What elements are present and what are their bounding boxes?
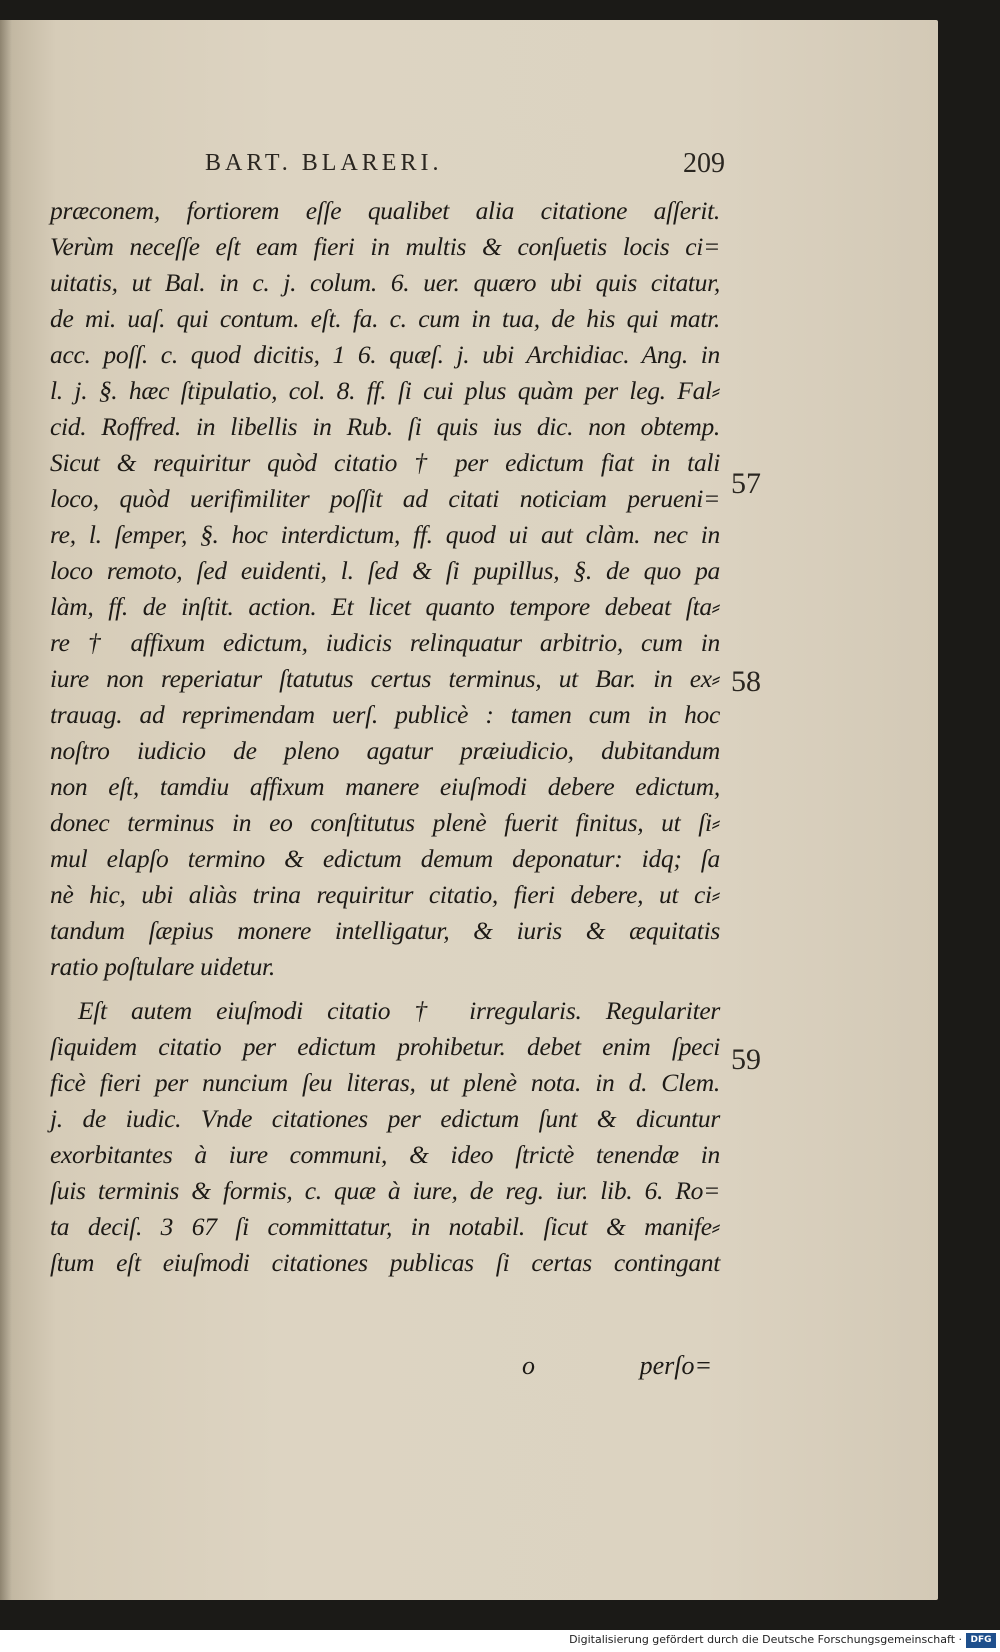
margin-number: 59 <box>731 1043 761 1076</box>
text-line: loco, quòd uerifimiliter poſſit ad citati noticiam perueni= <box>50 484 720 513</box>
text-line: tandum ſæpius monere intelligatur, & iuris & æquitatis <box>50 916 720 945</box>
text-line: re † affixum edictum, iudicis relinquatur arbitrio, cum in <box>50 628 720 657</box>
text-line: ratio poſtulare uidetur. <box>50 952 275 981</box>
text-line: nè hic, ubi aliàs trina requiritur citatio, fieri debere, ut ci⸗ <box>50 880 720 909</box>
text-line: ſuis terminis & formis, c. quæ à iure, de reg. iur. lib. 6. Ro= <box>50 1176 720 1205</box>
text-line: præconem, fortiorem eſſe qualibet alia citatione aſſerit. <box>50 196 720 225</box>
catchword: perſo= <box>639 1351 712 1380</box>
margin-number: 58 <box>731 665 761 698</box>
text-line: ſiquidem citatio per edictum prohibetur. debet enim ſpeci <box>50 1032 720 1061</box>
funding-credit: Digitalisierung gefördert durch die Deutsche Forschungsgemeinschaft · <box>569 1633 962 1646</box>
running-head: BART. BLARERI. <box>205 150 443 176</box>
text-line: de mi. uaſ. qui contum. eſt. fa. c. cum in tua, de his qui matr. <box>50 304 720 333</box>
signature-mark: o <box>522 1351 535 1380</box>
text-line: non eſt, tamdiu affixum manere eiuſmodi debere edictum, <box>50 772 720 801</box>
text-line: mul elapſo termino & edictum demum deponatur: idq; ſa <box>50 844 720 873</box>
text-line: ſtum eſt eiuſmodi citationes publicas ſi certas contingant <box>50 1248 720 1277</box>
text-line: iure non reperiatur ſtatutus certus terminus, ut Bar. in ex⸗ <box>50 664 720 693</box>
text-line: loco remoto, ſed euidenti, l. ſed & ſi pupillus, §. de quo pa <box>50 556 720 585</box>
page-binding-edge <box>0 20 12 1600</box>
text-line: j. de iudic. Vnde citationes per edictum ſunt & dicuntur <box>50 1104 720 1133</box>
text-line: ficè fieri per nuncium ſeu literas, ut plenè nota. in d. Clem. <box>50 1068 720 1097</box>
page-header <box>205 150 725 186</box>
text-line: l. j. §. hæc ſtipulatio, col. 8. ff. ſi cui plus quàm per leg. Fal⸗ <box>50 376 720 405</box>
dfg-logo: DFG <box>966 1633 996 1648</box>
text-line: re, l. ſemper, §. hoc interdictum, ff. quod ui aut clàm. nec in <box>50 520 720 549</box>
text-line: Eſt autem eiuſmodi citatio † irregularis. Regulariter <box>78 996 720 1025</box>
text-line: trauag. ad reprimendam uerſ. publicè : tamen cum in hoc <box>50 700 720 729</box>
text-line: acc. poſſ. c. quod dicitis, 1 6. quæſ. j. ubi Archidiac. Ang. in <box>50 340 720 369</box>
text-line: cid. Roffred. in libellis in Rub. ſi quis ius dic. non obtemp. <box>50 412 720 441</box>
paragraph-gap <box>50 985 720 993</box>
text-line: Verùm neceſſe eſt eam fieri in multis & conſuetis locis ci= <box>50 232 720 261</box>
text-line: ta deciſ. 3 67 ſi committatur, in notabil. ſicut & manife⸗ <box>50 1212 720 1241</box>
margin-number: 57 <box>731 467 761 500</box>
text-line: exorbitantes à iure communi, & ideo ſtrictè tenendæ in <box>50 1140 720 1169</box>
text-line: Sicut & requiritur quòd citatio † per edictum fiat in tali <box>50 448 720 477</box>
text-line: uitatis, ut Bal. in c. j. colum. 6. uer. quæro ubi quis citatur, <box>50 268 720 297</box>
body-text <box>50 193 720 1281</box>
text-line: làm, ff. de inſtit. action. Et licet quanto tempore debeat ſta⸗ <box>50 592 720 621</box>
footer-band <box>0 1630 1000 1652</box>
page-number: 209 <box>683 148 725 179</box>
text-line: noſtro iudicio de pleno agatur præiudicio, dubitandum <box>50 736 720 765</box>
text-line: donec terminus in eo conſtitutus plenè fuerit finitus, ut ſi⸗ <box>50 808 720 837</box>
